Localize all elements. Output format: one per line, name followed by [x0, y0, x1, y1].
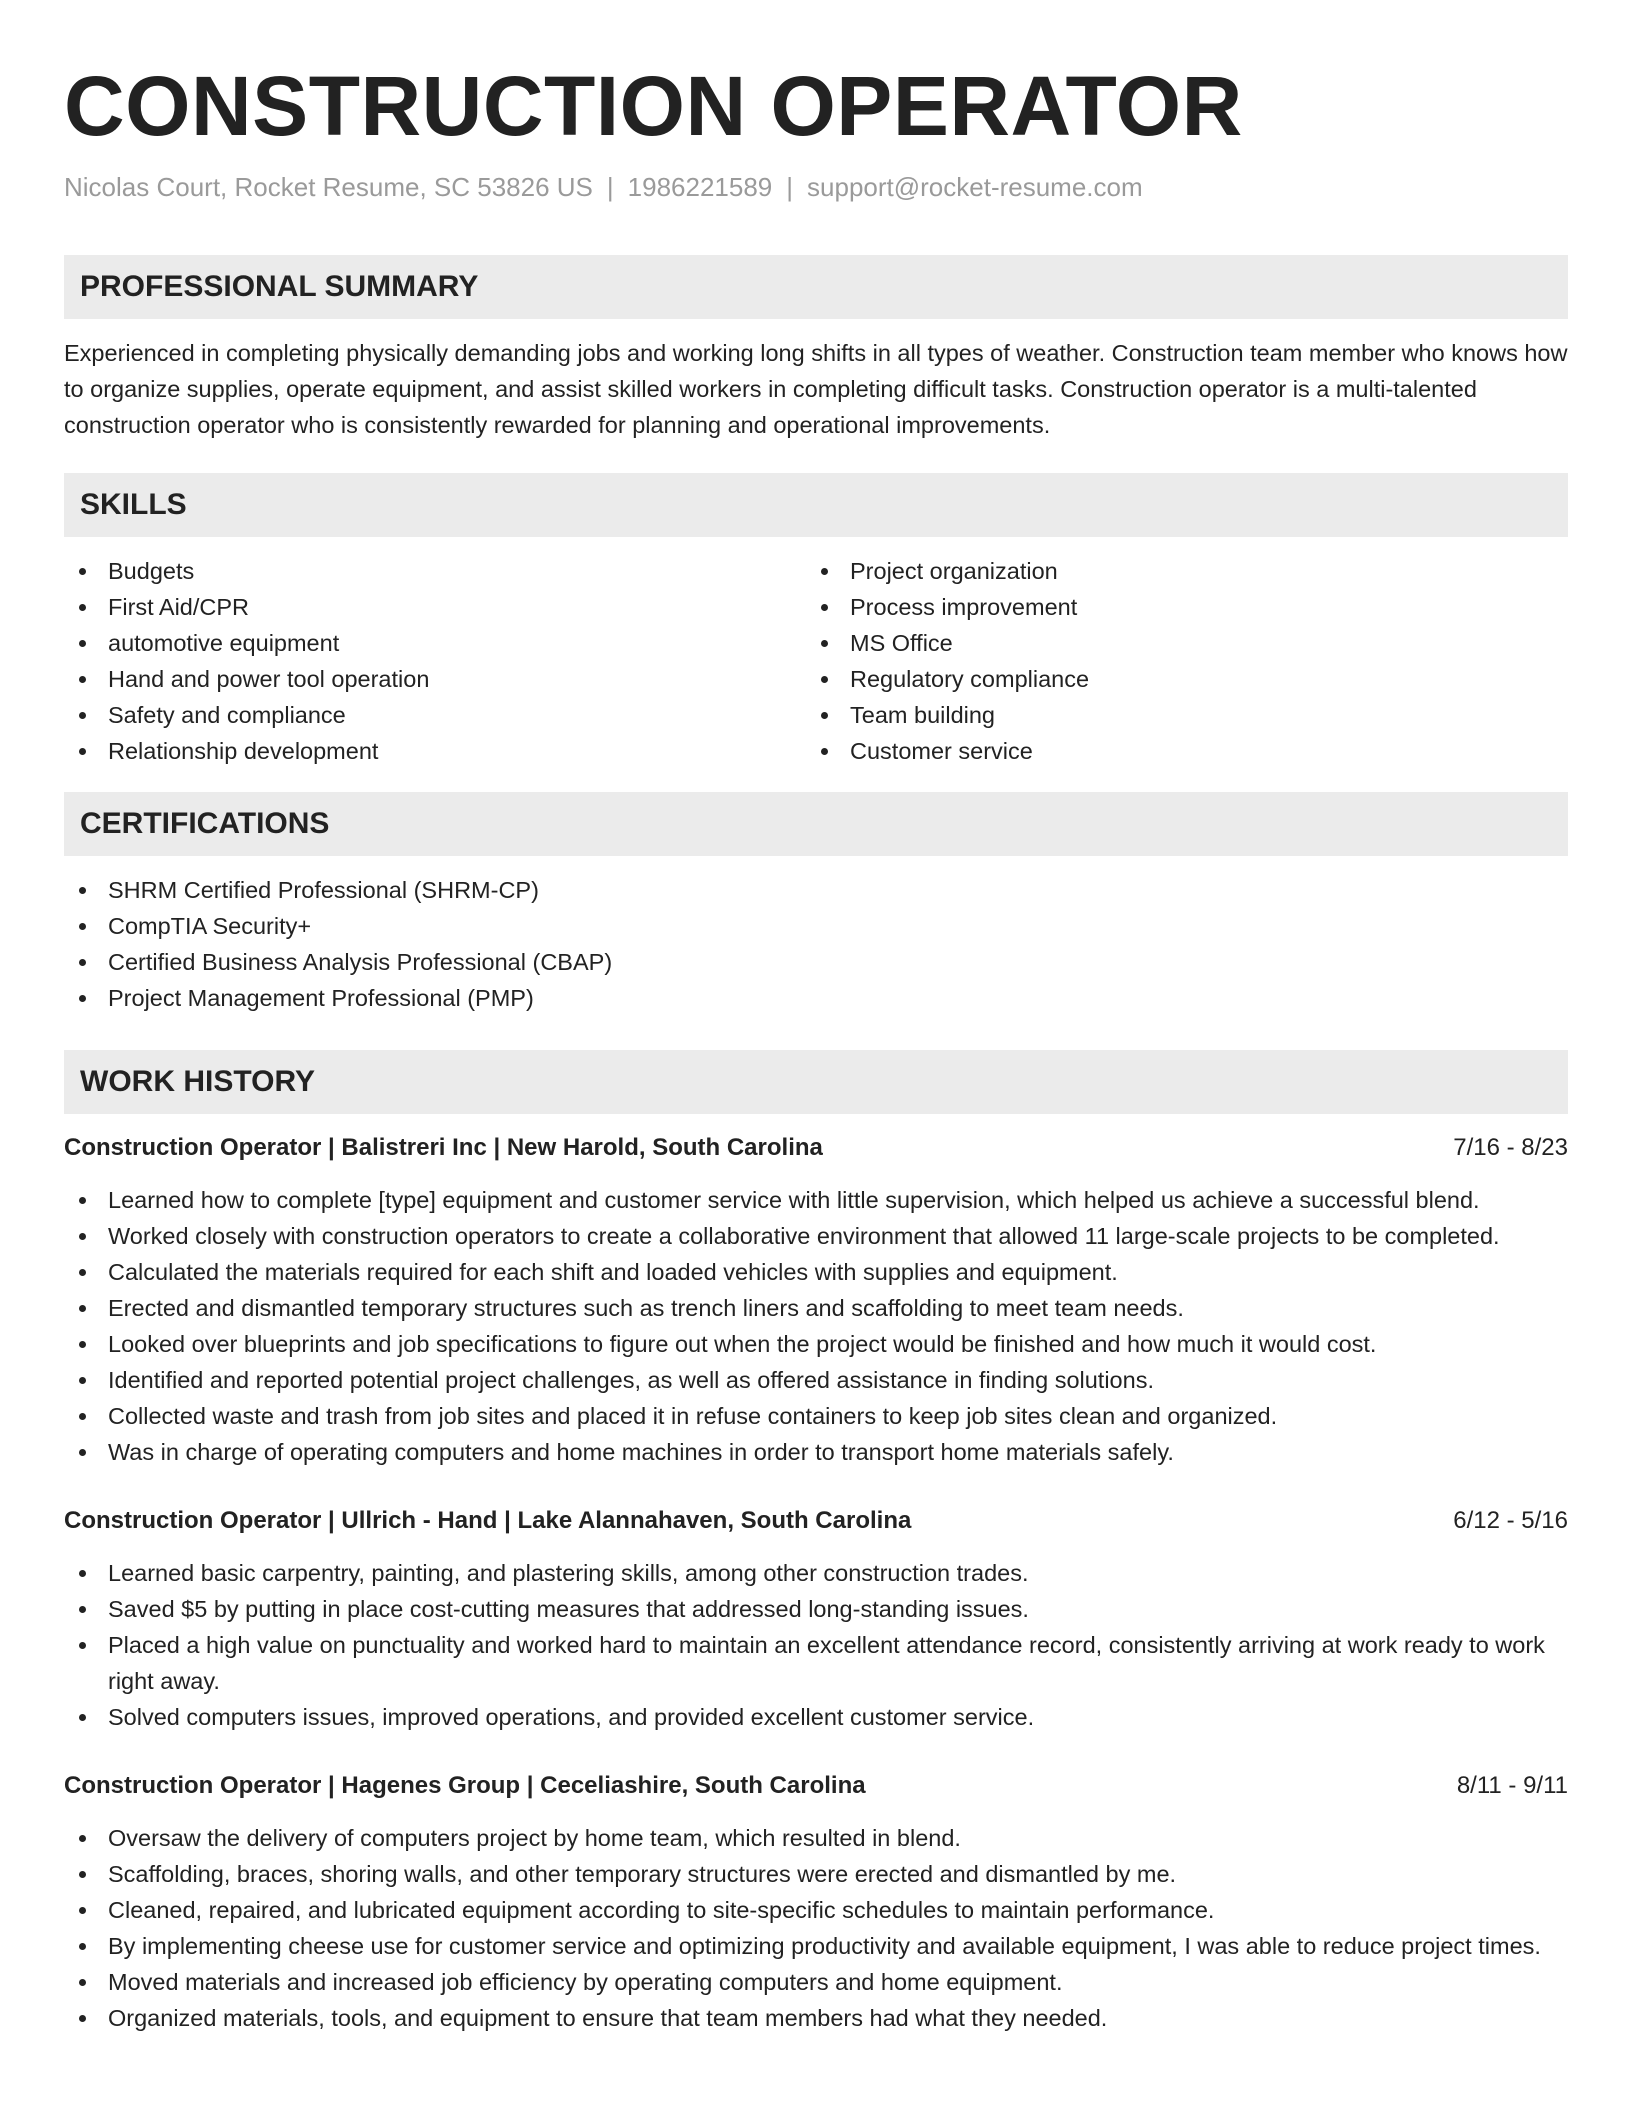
job-title: Construction Operator | Ullrich - Hand | Lake Alannahaven, South Carolina — [64, 1507, 912, 1534]
contact-address: Nicolas Court, Rocket Resume, SC 53826 US — [64, 172, 593, 202]
job-dates: 7/16 - 8/23 — [1453, 1134, 1568, 1161]
contact-line — [64, 170, 1568, 204]
resume-name-title: CONSTRUCTION OPERATOR — [64, 59, 1243, 153]
skill-item: Hand and power tool operation — [64, 661, 806, 697]
job-bullet: Identified and reported potential project challenges, as well as offered assistance in finding solutions. — [64, 1362, 1568, 1398]
job-bullet: Moved materials and increased job efficiency by operating computers and home equipment. — [64, 1964, 1568, 2000]
job-bullet: Learned how to complete [type] equipment and customer service with little supervision, which helped us achieve a successful blend. — [64, 1182, 1568, 1218]
skill-item: Relationship development — [64, 733, 806, 769]
summary-text: Experienced in completing physically demanding jobs and working long shifts in all types of weather. Construction team member who knows how to organize supplies, operate equipment, and assist skilled workers in completing difficult tasks. Construction operator is a multi-talented construction operator who is consistently rewarded for planning and operational improvements. — [64, 340, 1568, 438]
certification-item: SHRM Certified Professional (SHRM-CP) — [64, 872, 1568, 908]
skills-list-left — [64, 553, 806, 769]
skill-item: Regulatory compliance — [806, 661, 1548, 697]
job-bullet: Scaffolding, braces, shoring walls, and other temporary structures were erected and dismantled by me. — [64, 1856, 1568, 1892]
skill-item: First Aid/CPR — [64, 589, 806, 625]
contact-separator: | — [786, 172, 794, 202]
job-bullets — [64, 1555, 1568, 1735]
contact-separator: | — [606, 172, 614, 202]
contact-email: support@rocket-resume.com — [807, 172, 1143, 202]
job-bullet: By implementing cheese use for customer service and optimizing productivity and available equipment, I was able to reduce project times. — [64, 1928, 1568, 1964]
job-bullet: Oversaw the delivery of computers project by home team, which resulted in blend. — [64, 1820, 1568, 1856]
section-heading-summary: PROFESSIONAL SUMMARY — [64, 255, 1568, 319]
job-title: Construction Operator | Balistreri Inc | New Harold, South Carolina — [64, 1134, 823, 1161]
certification-item: Project Management Professional (PMP) — [64, 980, 1568, 1016]
section-heading-certifications: CERTIFICATIONS — [64, 792, 1568, 856]
job-bullet: Looked over blueprints and job specifications to figure out when the project would be finished and how much it would cost. — [64, 1326, 1568, 1362]
job-bullet: Was in charge of operating computers and home machines in order to transport home materials safely. — [64, 1434, 1568, 1470]
job-dates: 8/11 - 9/11 — [1456, 1772, 1568, 1799]
job-header — [64, 1768, 1568, 1804]
certifications-list — [64, 872, 1568, 1016]
skill-item: Budgets — [64, 553, 806, 589]
section-heading-work-history: WORK HISTORY — [64, 1050, 1568, 1114]
skill-item: automotive equipment — [64, 625, 806, 661]
job-bullet: Cleaned, repaired, and lubricated equipment according to site-specific schedules to maintain performance. — [64, 1892, 1568, 1928]
resume-page — [64, 0, 1568, 2036]
job-bullet: Placed a high value on punctuality and worked hard to maintain an excellent attendance record, consistently arriving at work ready to work right away. — [64, 1627, 1568, 1699]
job-bullet: Collected waste and trash from job sites and placed it in refuse containers to keep job sites clean and organized. — [64, 1398, 1568, 1434]
skills-list-right — [806, 553, 1548, 769]
job-bullet: Learned basic carpentry, painting, and plastering skills, among other construction trades. — [64, 1555, 1568, 1591]
job-bullets — [64, 1182, 1568, 1470]
job-bullet: Calculated the materials required for each shift and loaded vehicles with supplies and equipment. — [64, 1254, 1568, 1290]
skill-item: Project organization — [806, 553, 1548, 589]
contact-phone: 1986221589 — [627, 172, 773, 202]
job-header — [64, 1503, 1568, 1539]
skill-item: Customer service — [806, 733, 1548, 769]
job-dates: 6/12 - 5/16 — [1453, 1507, 1568, 1534]
job-title: Construction Operator | Hagenes Group | Ceceliashire, South Carolina — [64, 1772, 866, 1799]
job-header — [64, 1130, 1568, 1166]
skills-columns — [64, 553, 1568, 769]
skill-item: MS Office — [806, 625, 1548, 661]
job-bullet: Organized materials, tools, and equipment to ensure that team members had what they needed. — [64, 2000, 1568, 2036]
skill-item: Safety and compliance — [64, 697, 806, 733]
section-heading-skills: SKILLS — [64, 473, 1568, 537]
certification-item: Certified Business Analysis Professional (CBAP) — [64, 944, 1568, 980]
job-bullet: Solved computers issues, improved operations, and provided excellent customer service. — [64, 1699, 1568, 1735]
certification-item: CompTIA Security+ — [64, 908, 1568, 944]
job-bullet: Erected and dismantled temporary structures such as trench liners and scaffolding to meet team needs. — [64, 1290, 1568, 1326]
job-bullet: Worked closely with construction operators to create a collaborative environment that allowed 11 large-scale projects to be completed. — [64, 1218, 1568, 1254]
job-bullet: Saved $5 by putting in place cost-cutting measures that addressed long-standing issues. — [64, 1591, 1568, 1627]
job-bullets — [64, 1820, 1568, 2036]
skill-item: Process improvement — [806, 589, 1548, 625]
skill-item: Team building — [806, 697, 1548, 733]
